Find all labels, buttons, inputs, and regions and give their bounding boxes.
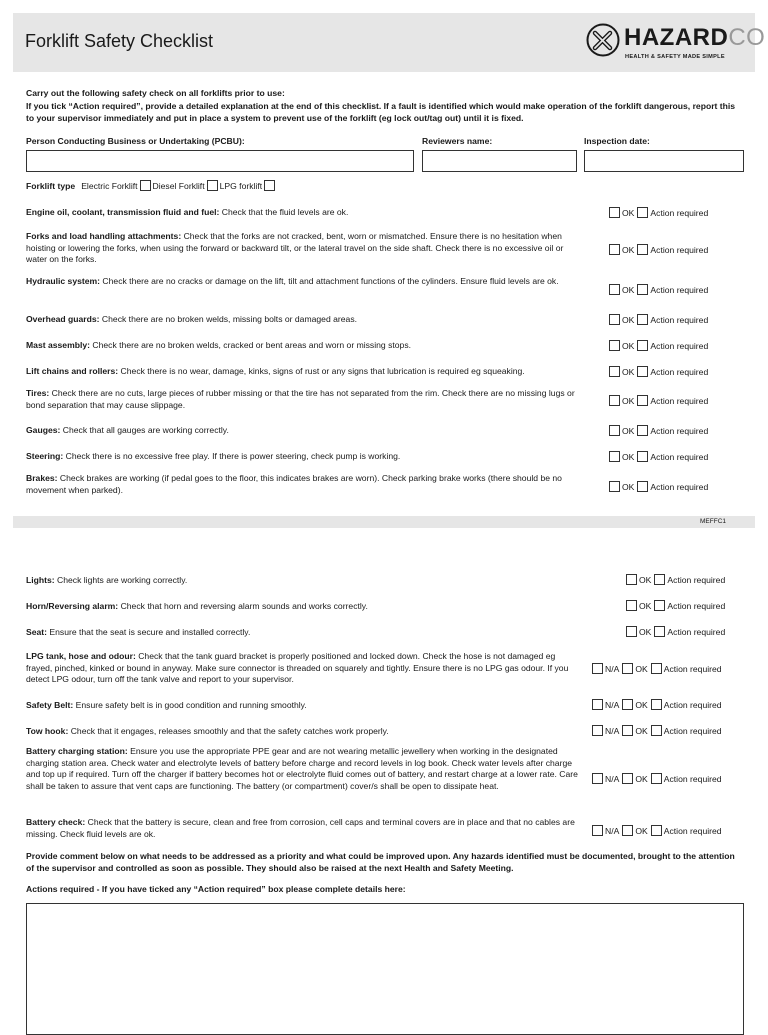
checklist-item-title: Lift chains and rollers:: [26, 366, 119, 376]
pcbu-field[interactable]: [26, 150, 414, 172]
action-required-label: Action required: [650, 425, 709, 436]
intro-line-1: Carry out the following safety check on all forklifts prior to use:: [26, 88, 285, 98]
checklist-item-text: Check lights are working correctly.: [54, 575, 188, 585]
ok-checkbox[interactable]: [609, 340, 620, 351]
ok-checkbox[interactable]: [622, 725, 633, 736]
checklist-item-text: Check there is no wear, damage, kinks, signs of rust or any signs that lubrication is required eg squeaking.: [118, 366, 525, 376]
action-required-checkbox[interactable]: [654, 574, 665, 585]
action-required-label: Action required: [650, 366, 709, 377]
checklist-item: [26, 314, 586, 326]
reviewer-field[interactable]: [422, 150, 577, 172]
na-checkbox[interactable]: [592, 725, 603, 736]
checklist-item-text: Check that all gauges are working correctly.: [60, 425, 229, 435]
page-code: MEFFC1: [700, 518, 726, 525]
ok-checkbox[interactable]: [609, 481, 620, 492]
circled-x-icon: [586, 23, 620, 57]
ok-label: OK: [635, 663, 648, 674]
forklift-type-option-label: Electric Forklift: [81, 180, 138, 191]
checklist-item-text: Check there is no excessive free play. If there is power steering, check pump is working.: [63, 451, 401, 461]
action-required-checkbox[interactable]: [651, 699, 662, 710]
ok-checkbox[interactable]: [626, 626, 637, 637]
na-checkbox[interactable]: [592, 825, 603, 836]
checklist-item: [26, 231, 586, 266]
intro-line-2: If you tick “Action required”, provide a detailed explanation at the end of this checklist. If a fault is identified which would make operation of the forklift dangerous, report this to your supervisor immediately and put in place a system to prevent use of the forklift (eg lock out/tag out) until it is fixed.: [26, 101, 736, 123]
checklist-item: [26, 473, 586, 496]
na-checkbox[interactable]: [592, 773, 603, 784]
action-required-label: Action required: [667, 626, 726, 637]
checklist-item: [26, 366, 586, 378]
checklist-options: [589, 773, 722, 784]
ok-label: OK: [635, 825, 648, 836]
ok-checkbox[interactable]: [622, 663, 633, 674]
checklist-item-text: Ensure safety belt is in good condition and running smoothly.: [73, 700, 307, 710]
checklist-item: [26, 700, 578, 712]
logo-tagline: HEALTH & SAFETY MADE SIMPLE: [625, 54, 725, 60]
action-required-checkbox[interactable]: [637, 284, 648, 295]
pcbu-label: Person Conducting Business or Undertaking (PCBU):: [26, 136, 245, 146]
ok-label: OK: [622, 340, 635, 351]
action-required-checkbox[interactable]: [651, 773, 662, 784]
action-required-checkbox[interactable]: [654, 600, 665, 611]
ok-label: OK: [622, 366, 635, 377]
checklist-item-text: Ensure you use the appropriate PPE gear and are not wearing metallic jewellery when working in the designated charging station area. Check water and electrolyte levels of battery before charge and record levels in log book. Check water levels after charge and top up if required. Turn off the charger if battery becomes hot or electrolyte fluid comes out of battery, and restart charge at a lower rate. Care shall be taken to assure that vent caps are functioning. The battery (or compartment) cover/s shall be open to dissipate heat.: [26, 746, 578, 791]
checklist-options: [589, 663, 722, 674]
checklist-item: [26, 601, 586, 613]
action-required-checkbox[interactable]: [651, 825, 662, 836]
date-field[interactable]: [584, 150, 744, 172]
checklist-item: [26, 425, 586, 437]
ok-label: OK: [622, 395, 635, 406]
checklist-options: [589, 825, 722, 836]
action-required-label: Action required: [667, 600, 726, 611]
date-label: Inspection date:: [584, 136, 650, 146]
checklist-options: [623, 600, 725, 611]
action-required-checkbox[interactable]: [637, 314, 648, 325]
page-title: Forklift Safety Checklist: [25, 31, 214, 51]
checklist-options: [606, 284, 708, 295]
action-required-label: Action required: [663, 773, 722, 784]
checklist-item-title: Lights:: [26, 575, 55, 585]
checklist-options: [606, 451, 708, 462]
electric-forklift-checkbox[interactable]: [140, 180, 151, 191]
action-required-checkbox[interactable]: [637, 340, 648, 351]
checklist-item-text: Check that the battery is secure, clean and free from corrosion, cell caps and terminal covers are in place and that no cables are missing. Check fluid levels are ok.: [26, 817, 575, 839]
action-required-label: Action required: [650, 451, 709, 462]
action-required-label: Action required: [650, 284, 709, 295]
ok-checkbox[interactable]: [626, 574, 637, 585]
ok-checkbox[interactable]: [609, 395, 620, 406]
checklist-item: [26, 575, 586, 587]
action-required-label: Action required: [650, 207, 709, 218]
checklist-item: [26, 651, 578, 686]
ok-checkbox[interactable]: [609, 366, 620, 377]
checklist-options: [606, 244, 708, 255]
checklist-item: [26, 746, 578, 792]
action-required-checkbox[interactable]: [651, 663, 662, 674]
checklist-item-text: Check that horn and reversing alarm sounds and works correctly.: [118, 601, 368, 611]
na-checkbox[interactable]: [592, 699, 603, 710]
ok-checkbox[interactable]: [609, 451, 620, 462]
na-label: N/A: [605, 725, 620, 736]
ok-label: OK: [622, 314, 635, 325]
na-label: N/A: [605, 699, 620, 710]
na-checkbox[interactable]: [592, 663, 603, 674]
ok-label: OK: [639, 600, 652, 611]
hazardco-logo: [586, 22, 766, 66]
checklist-item-text: Check there are no broken welds, missing bolts or damaged areas.: [99, 314, 358, 324]
ok-label: OK: [635, 699, 648, 710]
checklist-item-text: Check that the forks are not cracked, bent, worn or mismatched. Ensure there is no hesitation when hoisting or lowering the forks, when using the forward or backward tilt, or the lateral travel on the side shaft. Check there is no excessive oil or water on the forks.: [26, 231, 564, 264]
checklist-item: [26, 451, 586, 463]
action-required-checkbox[interactable]: [654, 626, 665, 637]
ok-checkbox[interactable]: [622, 699, 633, 710]
action-required-label: Action required: [650, 395, 709, 406]
checklist-item-title: Overhead guards:: [26, 314, 100, 324]
checklist-item: [26, 388, 586, 411]
diesel-forklift-checkbox[interactable]: [207, 180, 218, 191]
checklist-item-title: Gauges:: [26, 425, 61, 435]
ok-label: OK: [635, 725, 648, 736]
na-label: N/A: [605, 825, 620, 836]
checklist-options: [606, 207, 708, 218]
ok-label: OK: [622, 425, 635, 436]
checklist-item-title: Engine oil, coolant, transmission fluid and fuel:: [26, 207, 220, 217]
actions-label: Actions required - If you have ticked any “Action required” box please complete details here:: [26, 884, 406, 894]
checklist-item-text: Check that it engages, releases smoothly and that the safety catches work properly.: [68, 726, 389, 736]
forklift-type-label: Forklift type: [26, 180, 76, 191]
checklist-item-title: Forks and load handling attachments:: [26, 231, 182, 241]
reviewer-label: Reviewers name:: [422, 136, 493, 146]
action-required-checkbox[interactable]: [637, 395, 648, 406]
action-required-label: Action required: [663, 699, 722, 710]
checklist-item-title: Battery check:: [26, 817, 86, 827]
ok-label: OK: [639, 574, 652, 585]
checklist-item-title: Steering:: [26, 451, 64, 461]
checklist-options: [606, 340, 708, 351]
checklist-options: [606, 314, 708, 325]
ok-checkbox[interactable]: [622, 773, 633, 784]
ok-checkbox[interactable]: [609, 244, 620, 255]
checklist-item-text: Ensure that the seat is secure and installed correctly.: [47, 627, 251, 637]
ok-checkbox[interactable]: [609, 284, 620, 295]
checklist-item-title: LPG tank, hose and odour:: [26, 651, 136, 661]
action-required-label: Action required: [667, 574, 726, 585]
forklift-type-option-label: Diesel Forklift: [152, 180, 205, 191]
checklist-options: [623, 574, 725, 585]
checklist-item-title: Brakes:: [26, 473, 58, 483]
page-header: [13, 13, 766, 72]
action-required-checkbox[interactable]: [651, 725, 662, 736]
ok-label: OK: [622, 207, 635, 218]
forklift-type-option-label: LPG forklift: [219, 180, 263, 191]
action-required-label: Action required: [650, 481, 709, 492]
checklist-options: [589, 699, 722, 710]
checklist-item-text: Check there are no cracks or damage on the lift, tilt and attachment functions of the cylinders. Ensure fluid levels are ok.: [100, 276, 559, 286]
checklist-options: [589, 725, 722, 736]
ok-checkbox[interactable]: [609, 207, 620, 218]
action-required-label: Action required: [650, 244, 709, 255]
checklist-item-text: Check brakes are working (if pedal goes to the floor, this indicates brakes are worn). Check parking brake works (there should be no movement when parked).: [26, 473, 562, 495]
action-required-checkbox[interactable]: [637, 366, 648, 377]
action-required-label: Action required: [663, 663, 722, 674]
action-required-checkbox[interactable]: [637, 481, 648, 492]
checklist-item-text: Check that the fluid levels are ok.: [219, 207, 349, 217]
ok-label: OK: [622, 481, 635, 492]
ok-checkbox[interactable]: [626, 600, 637, 611]
logo-wordmark: HAZARDCO: [624, 24, 766, 51]
checklist-options: [606, 366, 708, 377]
checklist-item: [26, 276, 586, 288]
checklist-item-title: Battery charging station:: [26, 746, 128, 756]
na-label: N/A: [605, 773, 620, 784]
action-required-label: Action required: [663, 725, 722, 736]
action-required-label: Action required: [650, 314, 709, 325]
checklist-item-title: Horn/Reversing alarm:: [26, 601, 119, 611]
na-label: N/A: [605, 663, 620, 674]
checklist-item-text: Check there are no cuts, large pieces of rubber missing or that the tire has not separated from the rim. Check there are no missing lugs or bond separation that may cause slippage.: [26, 388, 575, 410]
ok-label: OK: [639, 626, 652, 637]
actions-details-box[interactable]: [26, 903, 744, 1035]
checklist-item-text: Check there are no broken welds, cracked or bent areas and worn or missing stops.: [90, 340, 412, 350]
checklist-item-title: Tires:: [26, 388, 50, 398]
checklist-item-title: Safety Belt:: [26, 700, 74, 710]
ok-checkbox[interactable]: [609, 425, 620, 436]
ok-label: OK: [622, 284, 635, 295]
checklist-options: [606, 425, 708, 436]
ok-label: OK: [622, 244, 635, 255]
checklist-item-title: Seat:: [26, 627, 48, 637]
checklist-item-title: Tow hook:: [26, 726, 69, 736]
checklist-item: [26, 340, 586, 352]
action-required-checkbox[interactable]: [637, 244, 648, 255]
ok-label: OK: [635, 773, 648, 784]
checklist-options: [606, 481, 708, 492]
checklist-item: [26, 817, 578, 840]
ok-label: OK: [622, 451, 635, 462]
ok-checkbox[interactable]: [622, 825, 633, 836]
checklist-item: [26, 627, 586, 639]
ok-checkbox[interactable]: [609, 314, 620, 325]
checklist-options: [606, 395, 708, 406]
forklift-type-row: [26, 180, 277, 191]
comment-note: Provide comment below on what needs to be addressed as a priority and what could be improved upon. Any hazards identified must be documented, brought to the attention of the supervisor and controlled as soon as possible. They should also be raised at the next Health and Safety Meeting.: [26, 851, 735, 873]
checklist-item-title: Mast assembly:: [26, 340, 91, 350]
checklist-options: [623, 626, 725, 637]
action-required-checkbox[interactable]: [637, 425, 648, 436]
action-required-label: Action required: [650, 340, 709, 351]
action-required-label: Action required: [663, 825, 722, 836]
page-divider-band: [13, 516, 755, 528]
checklist-item-text: Check that the tank guard bracket is properly positioned and locked down. Check the hose is not damaged eg frayed, pinched, kinked or bound in anyway. Make sure connector is threaded on squarely and tightly. Ensure there is no LPG gas odour. If you detect LPG odour, turn off the tank valve and report to your supervisor.: [26, 651, 569, 684]
checklist-item: [26, 207, 586, 219]
checklist-item-title: Hydraulic system:: [26, 276, 101, 286]
action-required-checkbox[interactable]: [637, 451, 648, 462]
checklist-item: [26, 726, 578, 738]
action-required-checkbox[interactable]: [637, 207, 648, 218]
lpg-forklift-checkbox[interactable]: [264, 180, 275, 191]
